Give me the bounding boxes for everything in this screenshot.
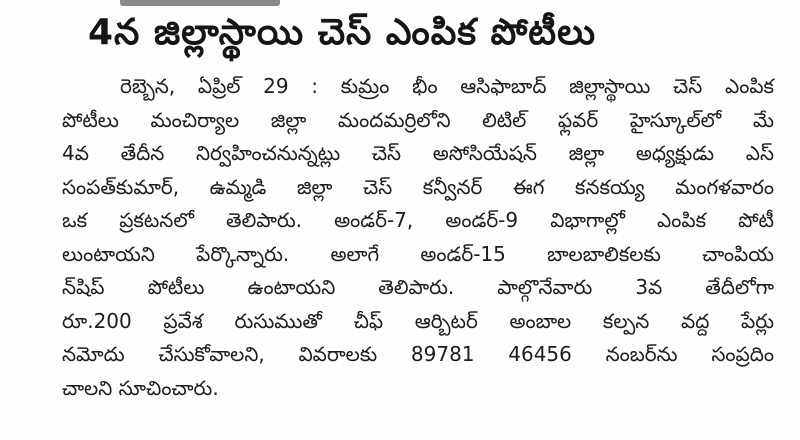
- article-body: [62, 70, 774, 405]
- article-line: రూ.200 ప్రవేశ రుసుముతో చీఫ్ ఆర్బిటర్ అంబాల కల్పన వద్ద పేర్లు: [62, 308, 774, 333]
- article-line: న్‌షిప్ పోటీలు ఉంటాయని తెలిపారు. పాల్గొనేవారు 3వ తేదీలోగా: [62, 275, 774, 299]
- article-line: ఒక ప్రకటనలో తెలిపారు. అండర్-7, అండర్-9 విభాగాల్లో ఎంపిక పోటీ: [62, 208, 774, 232]
- article-line: నమోదు చేసుకోవాలని, వివరాలకు 89781 46456 నంబర్‌ను సంప్రదిం: [62, 342, 774, 366]
- article-line: 4వ తేదీన నిర్వహించనున్నట్లు చెస్ అసోసియేషన్ జిల్లా అధ్యక్షుడు ఎస్: [62, 141, 774, 165]
- article-line: పోటీలు మంచిర్యాల జిల్లా మందమర్రిలోని లిటిల్ ఫ్లవర్ హైస్కూల్‌లో మే: [62, 107, 774, 132]
- article-line: సంపత్‌కుమార్, ఉమ్మడి జిల్లా చెస్ కన్వీనర్ ఈగ కనకయ్య మంగళవారం: [62, 174, 774, 199]
- article-line: లుంటాయని పేర్కొన్నారు. అలాగే అండర్-15 బాలబాలికలకు చాంపియ: [62, 241, 774, 266]
- previous-article-residue: [120, 0, 280, 6]
- headline: 4న జిల్లాస్థాయి చెస్ ఎంపిక పోటీలు: [88, 12, 597, 53]
- article-line: చాలని సూచించారు.: [62, 375, 219, 400]
- article-line: రెబ్బెన, ఏప్రిల్ 29 : కుమ్రం భీం ఆసిఫాబాద్ జిల్లాస్థాయి చెస్ ఎంపిక: [120, 74, 774, 98]
